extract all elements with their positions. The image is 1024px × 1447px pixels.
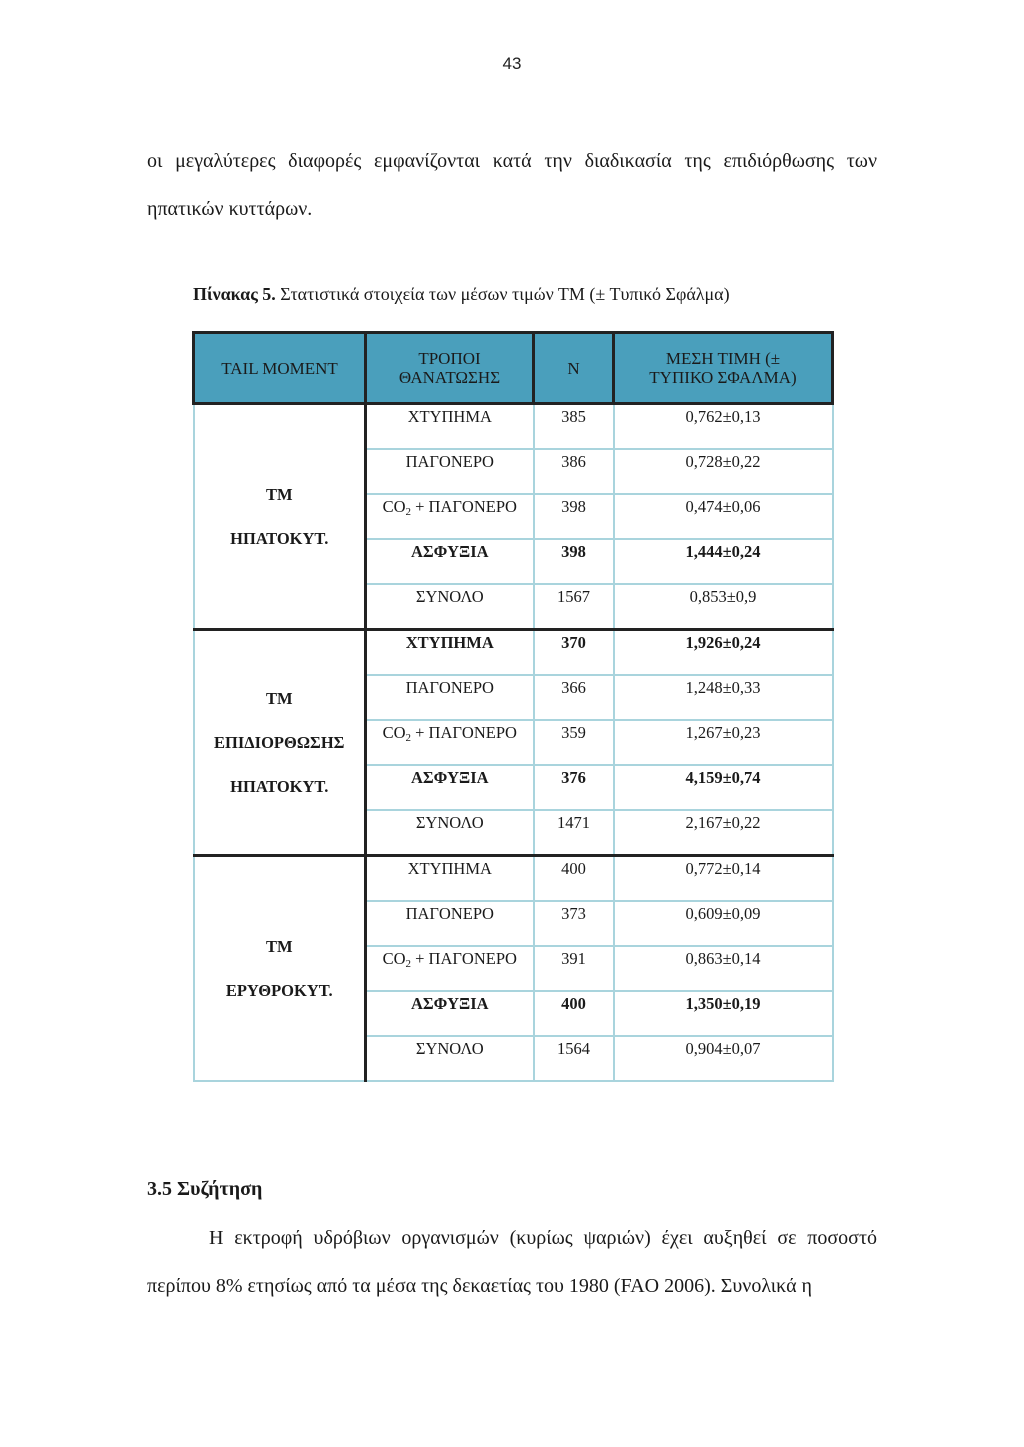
mean-cell: 0,772±0,14 [614, 856, 833, 902]
method-cell: ΧΤΥΠΗΜΑ [366, 404, 534, 450]
method-formula: CO [382, 949, 406, 968]
section-heading: 3.5 Συζήτηση [147, 1178, 263, 1200]
intro-paragraph: οι μεγαλύτερες διαφορές εμφανίζονται κατά την διαδικασία της επιδιόρθωσης των ηπατικών κυττάρων. [147, 150, 877, 220]
group-label-line: ΗΠΑΤΟΚΥΤ. [230, 528, 329, 548]
mean-cell: 1,248±0,33 [614, 675, 833, 720]
mean-cell: 4,159±0,74 [614, 765, 833, 810]
n-cell: 400 [534, 991, 614, 1036]
n-cell: 398 [534, 494, 614, 539]
n-cell: 376 [534, 765, 614, 810]
header-mean [614, 333, 833, 404]
method-suffix: + ΠΑΓΟΝΕΡΟ [410, 497, 517, 516]
method-cell: ΠΑΓΟΝΕΡΟ [366, 449, 534, 494]
group-label-line: ΕΡΥΘΡΟΚΥΤ. [225, 980, 333, 1000]
table-body [194, 404, 833, 1082]
mean-cell: 0,904±0,07 [614, 1036, 833, 1081]
method-suffix: + ΠΑΓΟΝΕΡΟ [410, 949, 517, 968]
mean-cell: 1,444±0,24 [614, 539, 833, 584]
method-cell: ΣΥΝΟΛΟ [366, 1036, 534, 1081]
n-cell: 1564 [534, 1036, 614, 1081]
mean-cell: 1,926±0,24 [614, 630, 833, 676]
group-label [194, 630, 366, 856]
method-formula-subscript: 2 [405, 958, 411, 970]
group-label-line: ΤΜ [265, 688, 293, 708]
method-cell: ΠΑΓΟΝΕΡΟ [366, 675, 534, 720]
mean-cell: 0,863±0,14 [614, 946, 833, 991]
header-method-label: ΤΡΟΠΟΙ ΘΑΝΑΤΩΣΗΣ [398, 349, 501, 387]
method-formula-subscript: 2 [405, 506, 411, 518]
table-caption-text: Στατιστικά στοιχεία των μέσων τιμών ΤΜ (± Τυπικό Σφάλμα) [275, 284, 730, 304]
group-label [194, 856, 366, 1082]
group-label-line: ΤΜ [265, 936, 293, 956]
mean-cell: 0,609±0,09 [614, 901, 833, 946]
method-cell [366, 494, 534, 539]
method-cell: ΧΤΥΠΗΜΑ [366, 630, 534, 676]
mean-cell: 0,762±0,13 [614, 404, 833, 450]
n-cell: 373 [534, 901, 614, 946]
table-row [194, 630, 833, 676]
method-formula: CO [382, 723, 406, 742]
table-header-row [194, 333, 833, 404]
method-cell [366, 720, 534, 765]
n-cell: 1471 [534, 810, 614, 856]
mean-cell: 1,267±0,23 [614, 720, 833, 765]
method-cell [366, 946, 534, 991]
table-row [194, 856, 833, 902]
n-cell: 400 [534, 856, 614, 902]
n-cell: 359 [534, 720, 614, 765]
header-method [366, 333, 534, 404]
statistics-table [192, 331, 834, 1082]
n-cell: 370 [534, 630, 614, 676]
method-cell: ΑΣΦΥΞΙΑ [366, 765, 534, 810]
mean-cell: 0,728±0,22 [614, 449, 833, 494]
mean-cell: 0,474±0,06 [614, 494, 833, 539]
method-formula: CO [382, 497, 406, 516]
header-mean-label: ΜΕΣΗ ΤΙΜΗ (± ΤΥΠΙΚΟ ΣΦΑΛΜΑ) [649, 349, 797, 387]
n-cell: 366 [534, 675, 614, 720]
n-cell: 386 [534, 449, 614, 494]
method-cell: ΑΣΦΥΞΙΑ [366, 991, 534, 1036]
n-cell: 398 [534, 539, 614, 584]
mean-cell: 1,350±0,19 [614, 991, 833, 1036]
method-suffix: + ΠΑΓΟΝΕΡΟ [410, 723, 517, 742]
group-label-line: ΗΠΑΤΟΚΥΤ. [230, 776, 329, 796]
group-label [194, 404, 366, 630]
header-n: Ν [534, 333, 614, 404]
n-cell: 391 [534, 946, 614, 991]
group-label-line: ΕΠΙΔΙΟΡΘΩΣΗΣ [214, 732, 345, 752]
table-caption-label: Πίνακας 5. [193, 284, 276, 304]
method-cell: ΑΣΦΥΞΙΑ [366, 539, 534, 584]
discussion-paragraph: Η εκτροφή υδρόβιων οργανισμών (κυρίως ψαριών) έχει αυξηθεί σε ποσοστό περίπου 8% ετησίως από τα μέσα της δεκαετίας του 1980 (FAO 2006). Συνολικά η [147, 1227, 877, 1297]
mean-cell: 2,167±0,22 [614, 810, 833, 856]
header-tail-moment: TAIL MOMENT [194, 333, 366, 404]
method-formula-subscript: 2 [405, 732, 411, 744]
group-label-line: ΤΜ [265, 484, 293, 504]
n-cell: 1567 [534, 584, 614, 630]
n-cell: 385 [534, 404, 614, 450]
method-cell: ΣΥΝΟΛΟ [366, 810, 534, 856]
method-cell: ΠΑΓΟΝΕΡΟ [366, 901, 534, 946]
mean-cell: 0,853±0,9 [614, 584, 833, 630]
page-number: 43 [502, 54, 522, 73]
method-cell: ΧΤΥΠΗΜΑ [366, 856, 534, 902]
table-caption [193, 284, 730, 305]
table-row [194, 404, 833, 450]
method-cell: ΣΥΝΟΛΟ [366, 584, 534, 630]
